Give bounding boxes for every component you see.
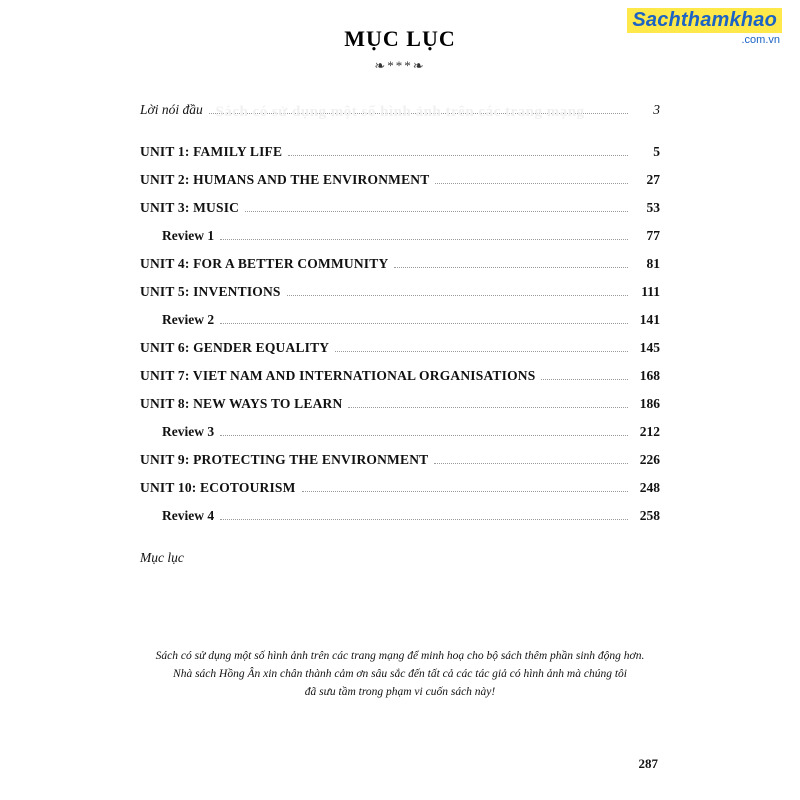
toc-entry-label: Review 2	[162, 312, 215, 327]
watermark-sub-text: .com.vn	[741, 34, 780, 46]
toc-entry-page: 258	[639, 508, 660, 523]
dot-leader	[302, 491, 628, 492]
toc-entry-page: 5	[653, 144, 660, 159]
toc-entry-page: 3	[653, 102, 660, 117]
toc-entry-page: 77	[646, 228, 660, 243]
watermark-main-text: Sachthamkhao	[627, 8, 782, 33]
dot-leader	[348, 407, 628, 408]
toc-entry-page: 111	[641, 284, 660, 299]
toc-entry-unit-5[interactable]	[140, 284, 660, 312]
toc-entry-unit-7[interactable]	[140, 368, 660, 396]
copyright-note	[0, 648, 800, 701]
dot-leader	[435, 183, 628, 184]
toc-entry-label: Review 1	[162, 228, 215, 243]
dot-leader	[220, 239, 628, 240]
toc-entry-review-3[interactable]	[140, 424, 660, 452]
dot-leader	[434, 463, 628, 464]
toc-entry-label: UNIT 9: PROTECTING THE ENVIRONMENT	[140, 452, 429, 467]
toc-entry-label: UNIT 3: MUSIC	[140, 200, 240, 215]
dot-leader	[394, 267, 628, 268]
dot-leader	[245, 211, 628, 212]
toc-entry-unit-10[interactable]	[140, 480, 660, 508]
toc-entry-page: 186	[639, 396, 660, 411]
background-ghost-text: Sách có sử dụng một số hình ảnh trên các trang mạng	[215, 104, 585, 120]
toc-entry-review-4[interactable]	[140, 508, 660, 536]
toc-entry-page: 226	[639, 452, 660, 467]
toc-entry-review-2[interactable]	[140, 312, 660, 340]
table-of-contents	[140, 102, 660, 578]
toc-entry-label: Review 3	[162, 424, 215, 439]
toc-entry-page: 168	[639, 368, 660, 383]
toc-entry-unit-4[interactable]	[140, 256, 660, 284]
toc-entry-label: Lời nói đầu	[140, 102, 203, 117]
toc-entry-unit-6[interactable]	[140, 340, 660, 368]
toc-entry-page: 212	[639, 424, 660, 439]
toc-entry-label: Mục lục	[140, 550, 184, 565]
toc-entry-label: UNIT 2: HUMANS AND THE ENVIRONMENT	[140, 172, 430, 187]
page-title: MỤC LỤC	[344, 26, 456, 51]
toc-entry-page: 53	[646, 200, 660, 215]
toc-entry-unit-8[interactable]	[140, 396, 660, 424]
toc-entry-page: 141	[639, 312, 660, 327]
toc-entry-review-1[interactable]	[140, 228, 660, 256]
toc-entry-label: UNIT 8: NEW WAYS TO LEARN	[140, 396, 343, 411]
copyright-note-line-3: đã sưu tầm trong phạm vi cuốn sách này!	[304, 685, 496, 698]
toc-entry-label: UNIT 5: INVENTIONS	[140, 284, 281, 299]
toc-entry-unit-9[interactable]	[140, 452, 660, 480]
toc-entry-page: 81	[646, 256, 660, 271]
toc-entry-page: 248	[639, 480, 660, 495]
toc-entry-page: 145	[639, 340, 660, 355]
copyright-note-line-2: Nhà sách Hồng Ân xin chân thành cảm ơn sâu sắc đến tất cả các tác giả có hình ảnh mà chúng tôi	[173, 667, 627, 680]
toc-entry-label: UNIT 10: ECOTOURISM	[140, 480, 296, 495]
page-number: 287	[638, 756, 658, 771]
toc-entry-contents[interactable]	[140, 550, 660, 578]
toc-entry-label: UNIT 1: FAMILY LIFE	[140, 144, 283, 159]
dot-leader	[220, 519, 628, 520]
dot-leader	[220, 435, 628, 436]
toc-entry-unit-1[interactable]	[140, 144, 660, 172]
toc-entry-label: UNIT 6: GENDER EQUALITY	[140, 340, 330, 355]
toc-entry-unit-3[interactable]	[140, 200, 660, 228]
dot-leader	[288, 155, 628, 156]
dot-leader	[541, 379, 628, 380]
toc-entry-page: 27	[646, 172, 660, 187]
toc-entry-label: UNIT 7: VIET NAM AND INTERNATIONAL ORGANISATIONS	[140, 368, 536, 383]
ornament-divider: ❧***❧	[374, 58, 426, 73]
dot-leader	[287, 295, 628, 296]
dot-leader	[220, 323, 628, 324]
toc-entry-unit-2[interactable]	[140, 172, 660, 200]
toc-entry-label: UNIT 4: FOR A BETTER COMMUNITY	[140, 256, 389, 271]
toc-entry-label: Review 4	[162, 508, 215, 523]
dot-leader	[335, 351, 628, 352]
site-watermark	[627, 8, 782, 46]
copyright-note-line-1: Sách có sử dụng một số hình ảnh trên các trang mạng để minh hoạ cho bộ sách thêm phần sinh động hơn.	[155, 650, 645, 662]
